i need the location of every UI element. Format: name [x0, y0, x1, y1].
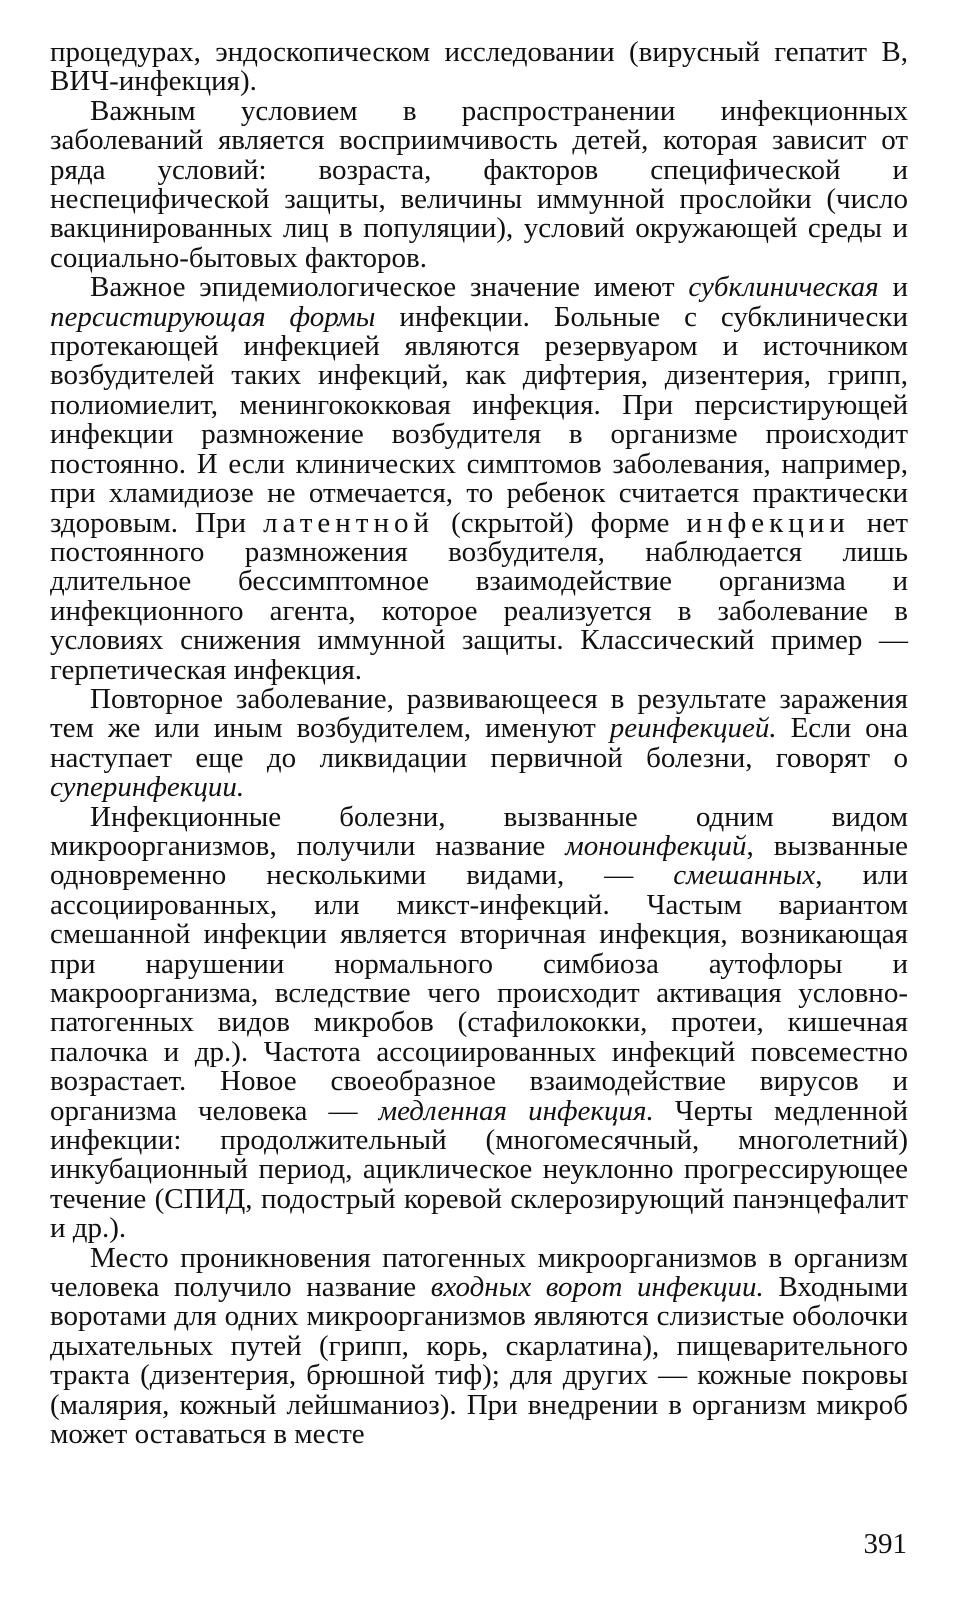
spaced-term: латентной: [263, 506, 435, 539]
text-segment: нет постоянного размножения возбудителя, наблюдается лишь длительное бессимптомное взаимодействие организма и инфекционного агента, которое реализуется в заболевание в условиях снижения иммунной защиты. Классический пример — герпетическая инфекция.: [50, 506, 908, 686]
text-segment: Важным условием в распространении инфекционных заболеваний является восприимчивость детей, которая зависит от ряда условий: возраста, факторов специфической и неспецифической защиты, величины иммунной прослойки (число вакцинированных лиц в популяции), условий окружающей среды и социально-бытовых факторов.: [50, 94, 908, 274]
text-segment: , вызванные одновременно несколькими видами, —: [50, 829, 908, 892]
paragraph-continuation: [50, 38, 908, 97]
text-segment: процедурах, эндоскопическом исследовании (вирусный гепатит В, ВИЧ-инфекция).: [50, 36, 908, 98]
spaced-term: инфекции: [686, 506, 850, 539]
page-body: [50, 38, 908, 1450]
paragraph-susceptibility: [50, 94, 908, 274]
paragraph-subclinical-persistent: [50, 273, 908, 685]
text-segment: Входными воротами для одних микроорганизмов являются слизистые оболочки дыхательных путей (грипп, корь, скарлатина), пищеварительного тракта (дизентерия, брюшной тиф); для других — кожные покровы (малярия, кожный лейшманиоз). При внедрении в организм микроб может оставаться в месте: [50, 1271, 908, 1451]
page-number: 391: [863, 1528, 907, 1560]
italic-term: персистирующая формы: [50, 300, 376, 333]
text-segment: , или ассоциированных, или микст-инфекций. Частым вариантом смешанной инфекции является вторичная инфекция, возникающая при нарушении нормального симбиоза аутофлоры и макроорганизма, вследствие чего происходит активация условно-патогенных видов микробов (стафилококки, протеи, кишечная палочка и др.). Частота ассоциированных инфекций повсеместно возрастает. Новое своеобразное взаимодействие вирусов и организма человека —: [50, 859, 908, 1127]
italic-term: суперинфекции.: [50, 771, 245, 804]
text-segment: Инфекционные болезни, вызванные одним видом микроорганизмов, получили название: [50, 800, 908, 862]
italic-term: реинфекцией.: [609, 712, 777, 745]
paragraph-mixed-infections: [50, 800, 908, 1245]
text-segment: Повторное заболевание, развивающееся в результате заражения тем же или иным возбудителем, именуют: [50, 682, 908, 745]
text-segment: Если она наступает еще до ликвидации первичной болезни, говорят о: [50, 712, 908, 774]
italic-term: смешанных: [673, 859, 816, 892]
paragraph-reinfection: [50, 682, 908, 804]
italic-term: медленная инфекция.: [378, 1094, 654, 1127]
text-segment: (скрытой) форме: [434, 506, 687, 539]
italic-term: субклиническая: [688, 271, 879, 304]
text-segment: и: [878, 271, 908, 304]
italic-term: моноинфекций: [565, 829, 747, 862]
text-segment: инфекции. Больные с субклинически протекающей инфекцией являются резервуаром и источником возбудителей таких инфекций, как дифтерия, дизентерия, грипп, полиомиелит, менингококковая инфекция. При персистирующей инфекции размножение возбудителя в организме происходит постоянно. И если клинических симптомов заболевания, например, при хламидиозе не отмечается, то ребенок считается практически здоровым. При: [50, 300, 908, 539]
text-segment: Место проникновения патогенных микроорганизмов в организм человека получило название: [50, 1241, 908, 1304]
italic-term: входных ворот инфекции.: [430, 1271, 764, 1304]
text-segment: Черты медленной инфекции: продолжительный (многомесячный, многолетний) инкубационный период, ациклическое неуклонно прогрессирующее течение (СПИД, подострый коревой склерозирующий панэнцефалит и др.).: [50, 1094, 908, 1245]
paragraph-entry-gates: [50, 1241, 908, 1451]
text-segment: Важное эпидемиологическое значение имеют: [90, 271, 689, 304]
